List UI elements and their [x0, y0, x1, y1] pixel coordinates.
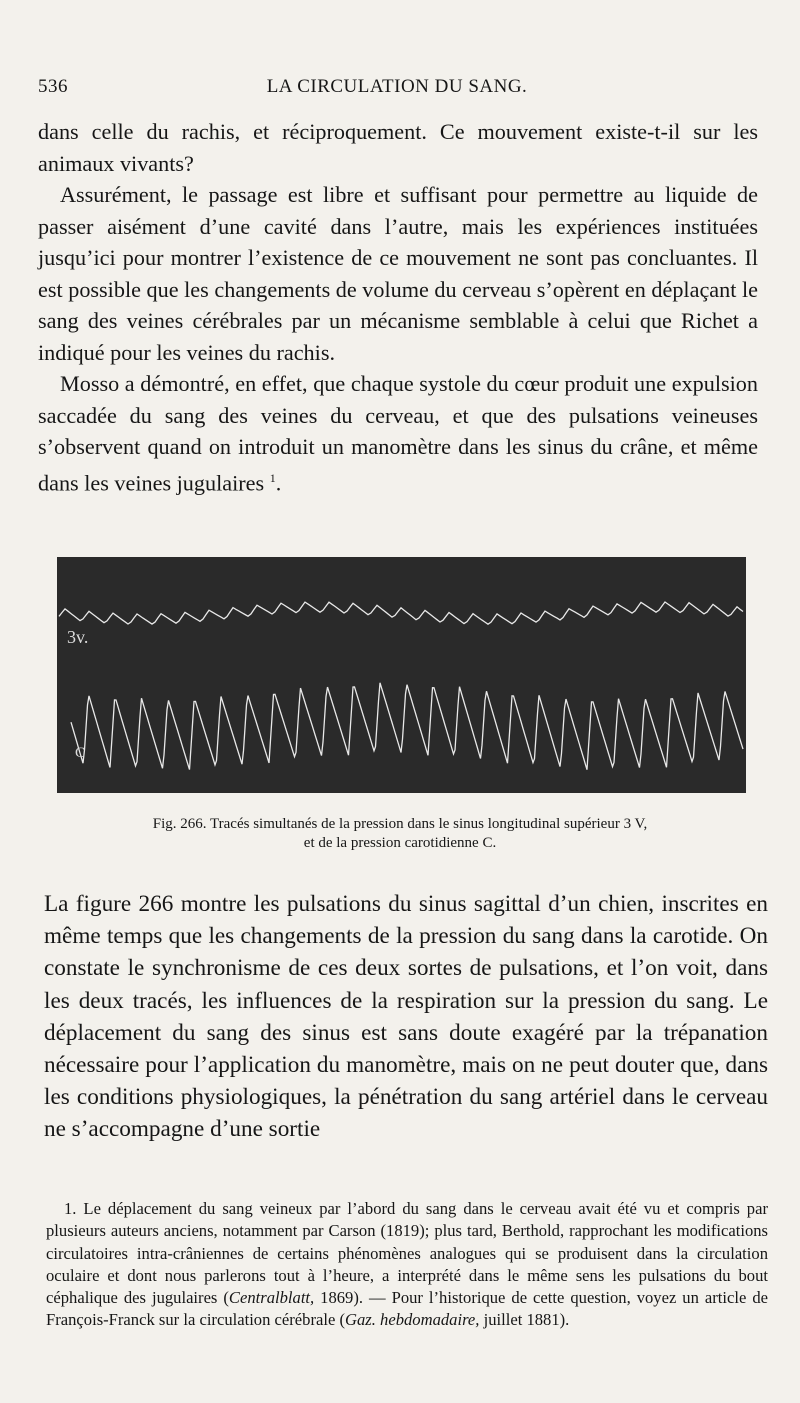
paragraph-1: dans celle du rachis, et réciproquement. Ce mouvement existe-t-il sur les animaux vivants? — [38, 119, 758, 176]
figure-caption — [60, 815, 740, 853]
page-header — [38, 76, 756, 102]
trace-label-3v: 3v. — [67, 627, 89, 647]
footnote-part-1: 1. Le déplacement du sang veineux par l’abord du sang dans le cerveau avait été vu et compris par plusieurs auteurs anciens, notamment par Carson (1819); plus tard, Berthold, rapprochant les modifications circulatoires intra-crâniennes de certains phénomènes analogues qui se produisent dans la circulation oculaire et dont nous parlerons tout à l’heure, a interprété dans le même sens les pulsations du bout céphalique des jugulaires ( — [46, 1199, 768, 1308]
body-text-top — [38, 116, 758, 498]
body-text-bottom — [44, 888, 768, 1146]
footnote-paragraph — [46, 1198, 768, 1332]
footnote-part-2: 1869). — Pour l’historique de cette question, voyez un article de François-Franck sur la circulation cérébrale ( — [46, 1288, 768, 1330]
carotid-pressure-trace — [71, 683, 743, 770]
footnote-journal-2: Gaz. hebdomadaire, — [345, 1310, 480, 1330]
caption-line-2: et de la pression carotidienne C. — [303, 835, 497, 851]
paragraph-3-text: Mosso a démontré, en effet, que chaque systole du cœur produit une expulsion saccadée du sang des veines du cerveau, et que des pulsations veineuses s’observent quand on introduit un manomètre dans les sinus du crâne, et même dans les veines jugulaires — [38, 371, 758, 495]
footnote-marker: 1 — [269, 470, 276, 485]
paragraph-2: Assurément, le passage est libre et suffisant pour permettre au liquide de passer aisément d’une cavité dans l’autre, mais les expériences instituées jusqu’ici pour montrer l’existence de ce mouvement ne sont pas concluantes. Il est possible que les changements de volume du cerveau s’opèrent en déplaçant le sang des veines cérébrales par un mécanisme semblable à celui que Richet a indiqué pour les veines du rachis. — [38, 182, 758, 365]
footnote — [46, 1198, 768, 1332]
venous-pressure-trace — [59, 602, 743, 624]
tracing-plate — [57, 557, 746, 793]
trace-label-c: C — [75, 745, 86, 761]
running-title: LA CIRCULATION DU SANG. — [266, 76, 528, 97]
pressure-tracing-figure — [57, 557, 746, 793]
page-number: 536 — [38, 76, 68, 97]
paragraph-4: La figure 266 montre les pulsations du sinus sagittal d’un chien, inscrites en même temps que les changements de la pression du sang dans la carotide. On constate le synchronisme de ces deux sortes de pulsations, et l’on voit, dans les deux tracés, les influences de la respiration sur la pression du sang. Le déplacement du sang des sinus est sans doute exagéré par la trépanation nécessaire pour l’application du manomètre, mais on ne peut douter que, dans les conditions physiologiques, la pénétration du sang artériel dans le cerveau ne s’accompagne d’une sortie — [44, 891, 768, 1143]
caption-line-1: Fig. 266. Tracés simultanés de la pression dans le sinus longitudinal supérieur 3 V, — [152, 816, 648, 832]
footnote-journal-1: Centralblatt, — [228, 1288, 315, 1308]
paragraph-3: Mosso a démontré, en effet, que chaque systole du cœur produit une expulsion saccadée du sang des veines du cerveau, et que des pulsations veineuses s’observent quand on introduit un manomètre dans les sinus du crâne, et même dans les veines jugulaires $^1$. — [38, 371, 758, 495]
footnote-part-3: juillet 1881). — [479, 1310, 570, 1330]
